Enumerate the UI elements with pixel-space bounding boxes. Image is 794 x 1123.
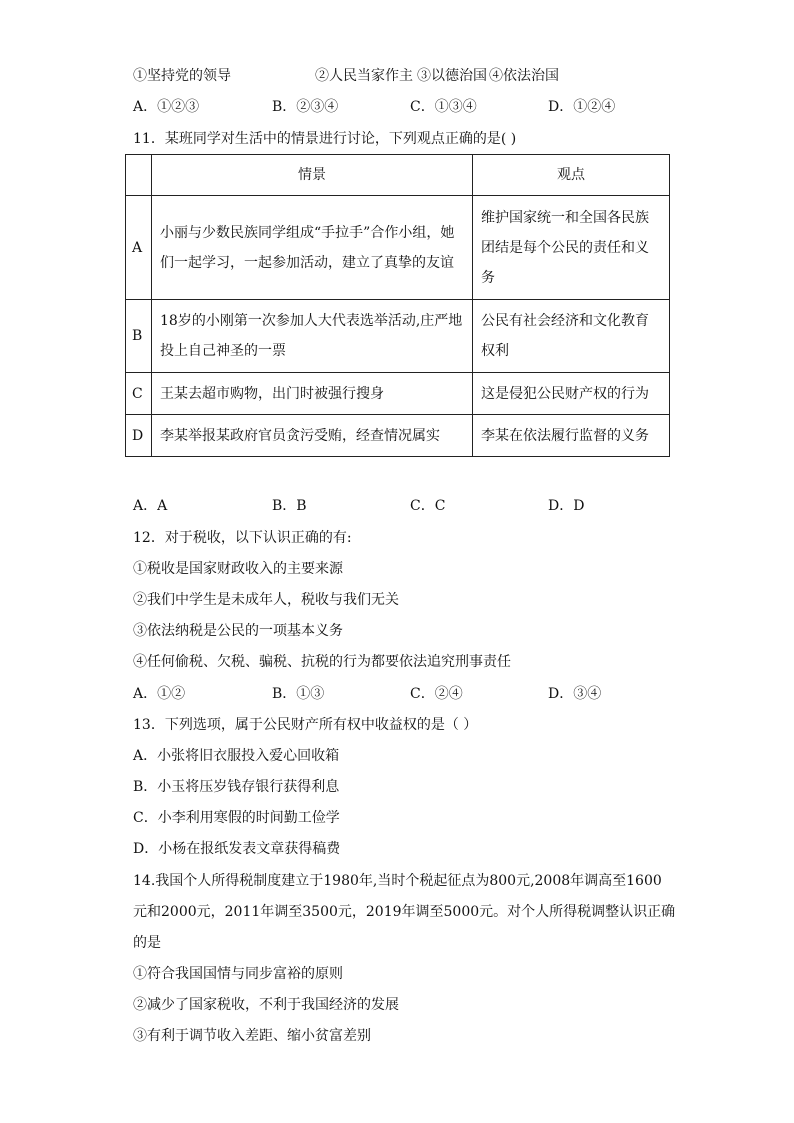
q12-stem: 12．对于税收，以下认识正确的有: bbox=[133, 530, 352, 546]
q12-statement-1: ①税收是国家财政收入的主要来源 bbox=[133, 561, 343, 577]
q10-option-d[interactable]: D．①②④ bbox=[548, 99, 616, 115]
q14-stem-line-1: 14.我国个人所得税制度建立于1980年,当时个税起征点为800元,2008年调高至1600 bbox=[133, 873, 662, 889]
table-row bbox=[126, 300, 670, 373]
q11-header-scene: 情景 bbox=[152, 155, 473, 196]
q11-header-view: 观点 bbox=[473, 155, 670, 196]
q13-option-a[interactable]: A．小张将旧衣服投入爱心回收箱 bbox=[133, 748, 340, 764]
table-row bbox=[126, 196, 670, 300]
q11-stem: 11．某班同学对生活中的情景进行讨论，下列观点正确的是( ) bbox=[133, 131, 517, 147]
row-label: B bbox=[126, 300, 152, 373]
row-scene: 18岁的小刚第一次参加人大代表选举活动,庄严地投上自己神圣的一票 bbox=[152, 300, 473, 373]
q14-statement-3: ③有利于调节收入差距、缩小贫富差别 bbox=[133, 1028, 371, 1044]
row-view: 维护国家统一和全国各民族团结是每个公民的责任和义务 bbox=[473, 196, 670, 300]
row-view: 李某在依法履行监督的义务 bbox=[473, 415, 670, 457]
q14-statement-2: ②减少了国家税收，不利于我国经济的发展 bbox=[133, 997, 399, 1013]
table-row bbox=[126, 415, 670, 457]
q11-option-c[interactable]: C．C bbox=[410, 498, 446, 514]
q11-option-a[interactable]: A．A bbox=[133, 498, 168, 514]
q12-option-d[interactable]: D．③④ bbox=[548, 686, 602, 702]
q11-option-d[interactable]: D．D bbox=[548, 498, 585, 514]
q14-stem-line-3: 的是 bbox=[133, 935, 161, 951]
q10-option-c[interactable]: C．①③④ bbox=[410, 99, 477, 115]
q11-table bbox=[125, 154, 670, 457]
row-view: 公民有社会经济和文化教育权利 bbox=[473, 300, 670, 373]
row-label: C bbox=[126, 373, 152, 415]
q12-statement-3: ③依法纳税是公民的一项基本义务 bbox=[133, 623, 343, 639]
q13-stem: 13．下列选项，属于公民财产所有权中收益权的是（ ） bbox=[133, 717, 478, 733]
q14-stem-line-2: 元和2000元，2011年调至3500元，2019年调至5000元。对个人所得税调整认识正确 bbox=[133, 904, 676, 920]
q10-statement-3: ③以德治国 bbox=[417, 68, 487, 84]
row-scene: 李某举报某政府官员贪污受贿，经查情况属实 bbox=[152, 415, 473, 457]
q10-statement-1: ①坚持党的领导 bbox=[133, 68, 231, 84]
row-view: 这是侵犯公民财产权的行为 bbox=[473, 373, 670, 415]
q10-statement-2: ②人民当家作主 bbox=[315, 68, 413, 84]
q12-option-c[interactable]: C．②④ bbox=[410, 686, 463, 702]
q11-table-header-row bbox=[126, 155, 670, 196]
row-label: A bbox=[126, 196, 152, 300]
q11-option-b[interactable]: B．B bbox=[272, 498, 307, 514]
q12-option-b[interactable]: B．①③ bbox=[272, 686, 325, 702]
q13-option-d[interactable]: D．小杨在报纸发表文章获得稿费 bbox=[133, 841, 341, 857]
row-scene: 小丽与少数民族同学组成“手拉手”合作小组，她们一起学习，一起参加活动，建立了真挚的友谊 bbox=[152, 196, 473, 300]
q12-option-a[interactable]: A．①② bbox=[133, 686, 186, 702]
table-row bbox=[126, 373, 670, 415]
q11-header-blank bbox=[126, 155, 152, 196]
q10-statement-4: ④依法治国 bbox=[489, 68, 559, 84]
q12-statement-4: ④任何偷税、欠税、骗税、抗税的行为都要依法追究刑事责任 bbox=[133, 654, 511, 670]
row-scene: 王某去超市购物，出门时被强行搜身 bbox=[152, 373, 473, 415]
q10-option-b[interactable]: B．②③④ bbox=[272, 99, 339, 115]
q10-option-a[interactable]: A．①②③ bbox=[133, 99, 200, 115]
q12-statement-2: ②我们中学生是未成年人，税收与我们无关 bbox=[133, 592, 399, 608]
q13-option-c[interactable]: C．小李利用寒假的时间勤工俭学 bbox=[133, 810, 340, 826]
q14-statement-1: ①符合我国国情与同步富裕的原则 bbox=[133, 966, 343, 982]
row-label: D bbox=[126, 415, 152, 457]
q13-option-b[interactable]: B．小玉将压岁钱存银行获得利息 bbox=[133, 779, 340, 795]
